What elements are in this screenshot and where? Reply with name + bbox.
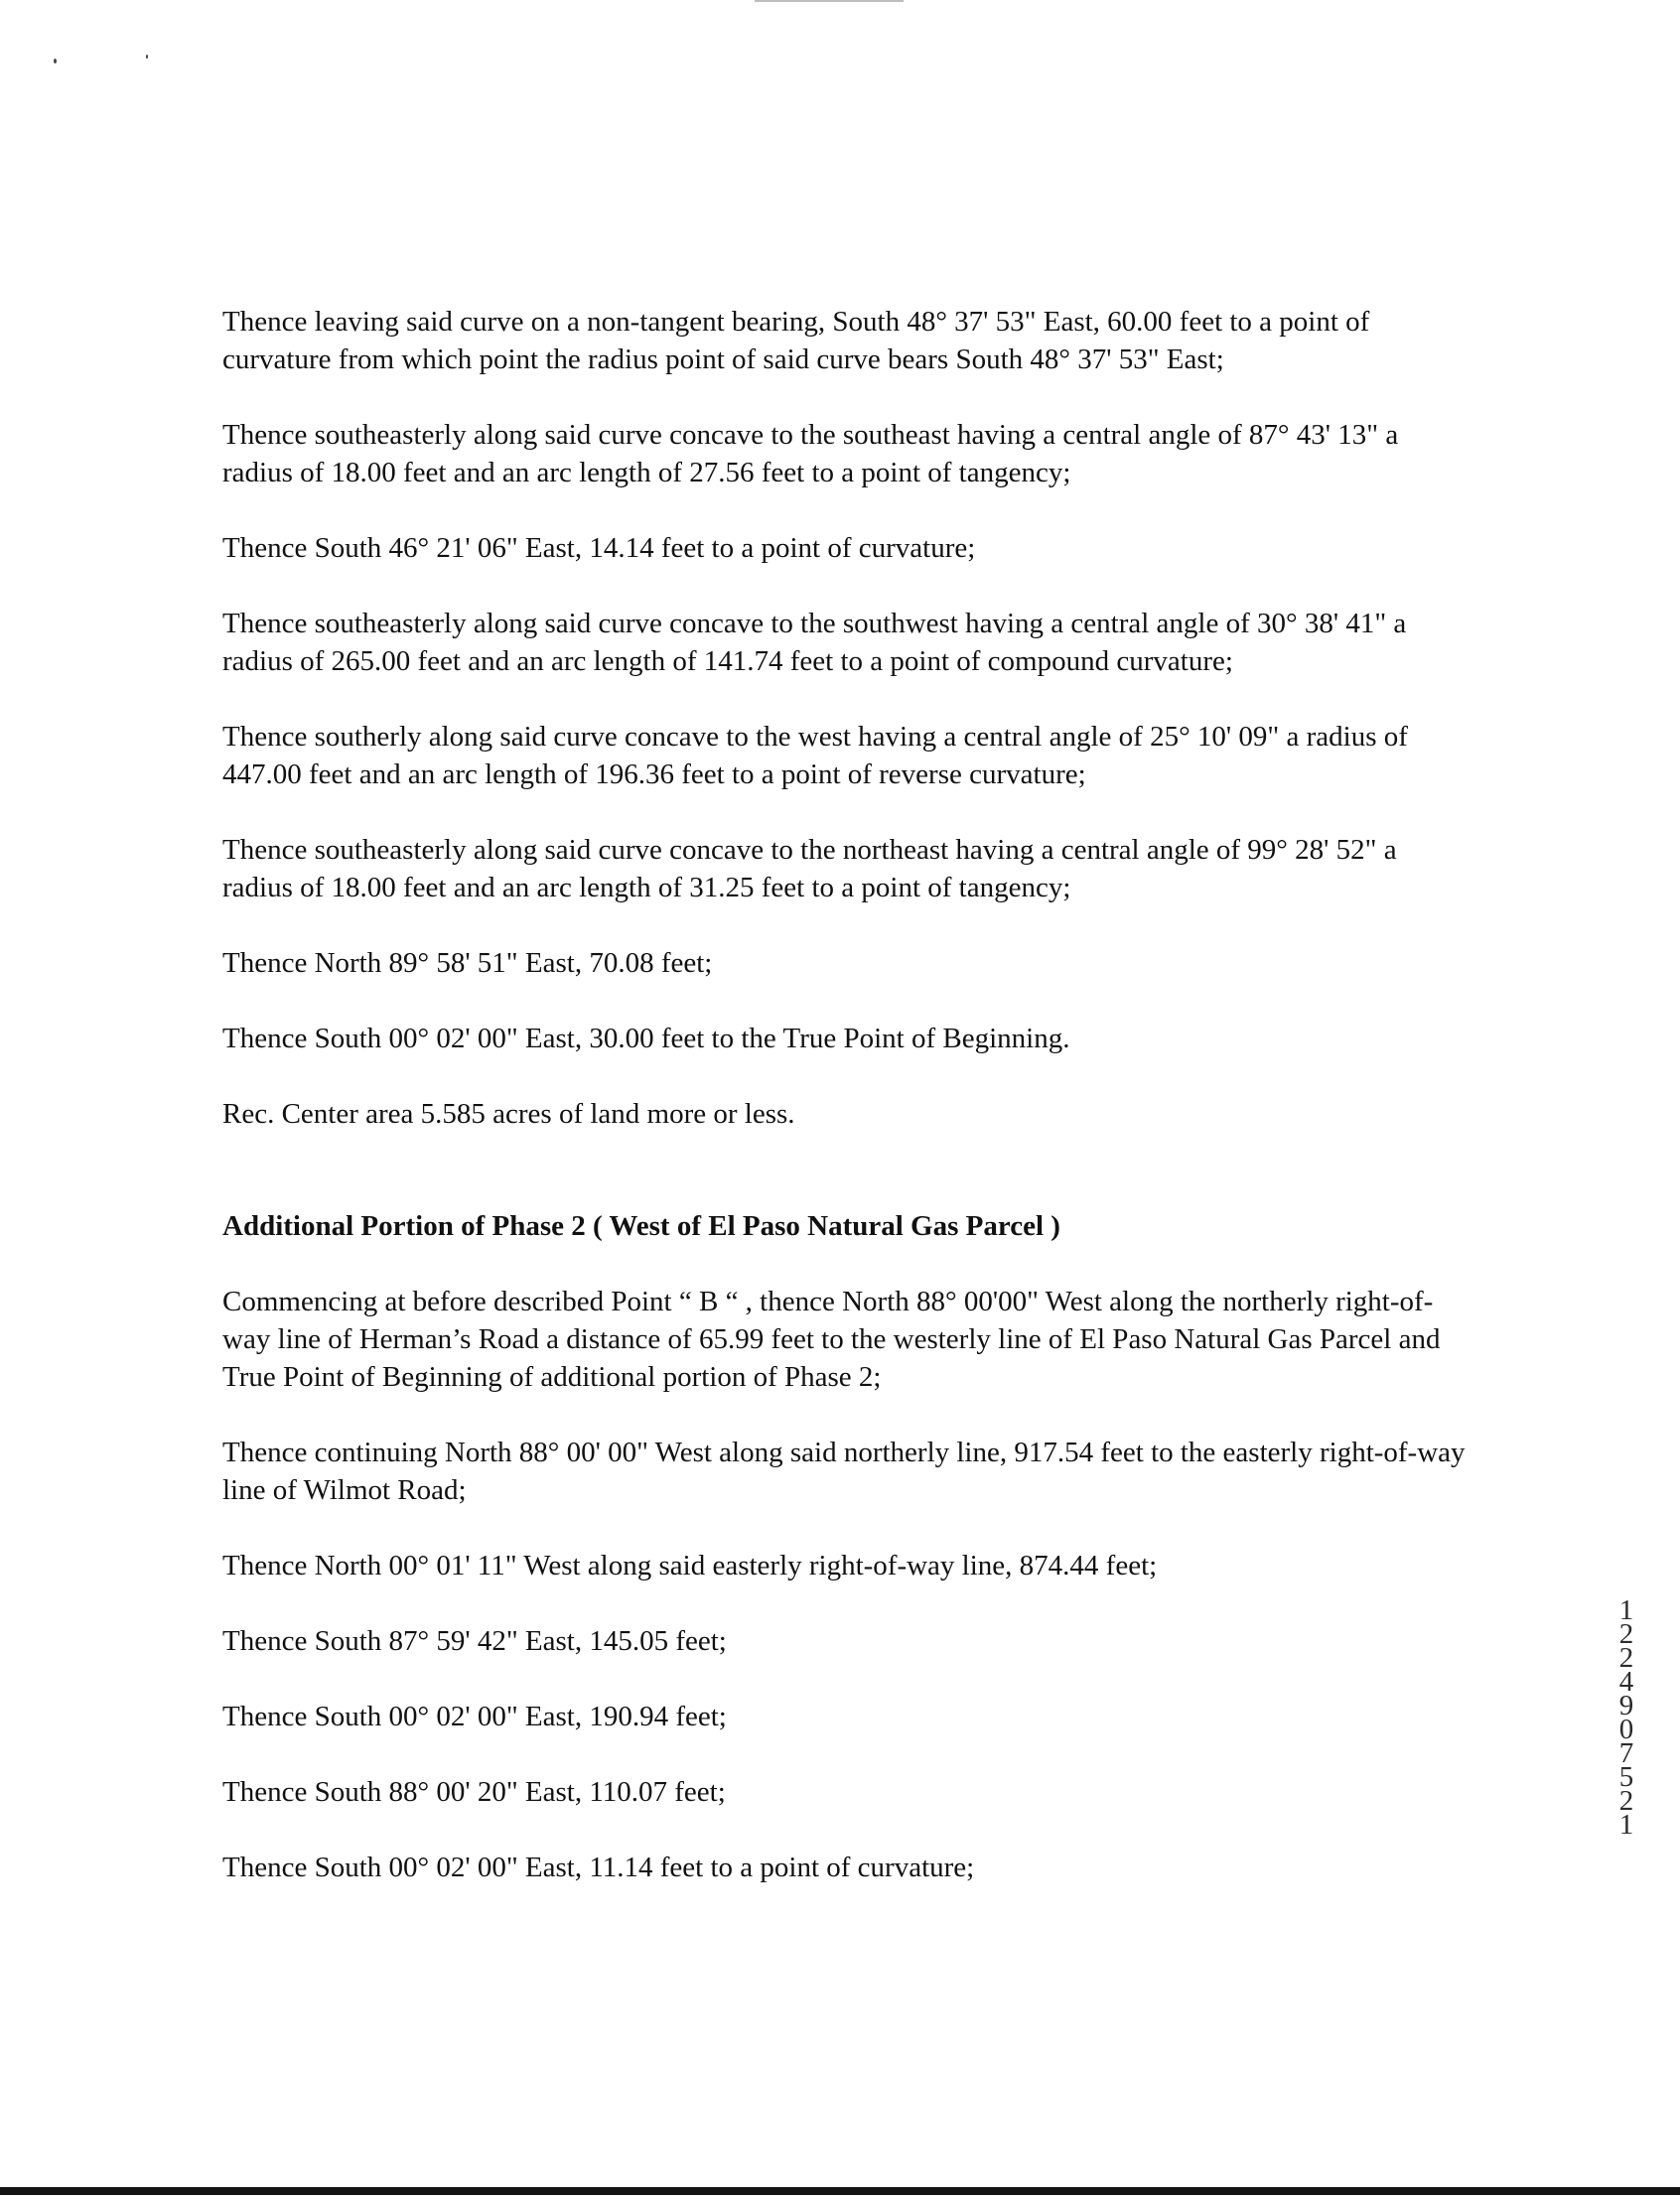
paragraph: Thence South 00° 02' 00" East, 11.14 feet to a point of curvature;: [222, 1852, 975, 1883]
scan-artifact-top: [755, 0, 904, 2]
paragraph: Thence South 00° 02' 00" East, 30.00 feet to the True Point of Beginning.: [222, 1023, 1070, 1054]
paragraph: Thence southeasterly along said curve concave to the northeast having a central angle of 99° 28' 52" a radius of 18.00 feet and an arc length of 31.25 feet to a point of tangency;: [222, 834, 1397, 903]
paragraph: Thence North 00° 01' 11" West along said easterly right-of-way line, 874.44 feet;: [222, 1550, 1158, 1581]
paragraph: Thence South 46° 21' 06" East, 14.14 feet to a point of curvature;: [222, 532, 976, 564]
paragraph: Thence southeasterly along said curve concave to the southeast having a central angle of 87° 43' 13" a radius of 18.00 feet and an arc length of 27.56 feet to a point of tangency;: [222, 419, 1399, 488]
paragraph: Thence continuing North 88° 00' 00" West along said northerly line, 917.54 feet to the easterly right-of-way line of Wilmot Road;: [222, 1437, 1466, 1506]
scan-speck: [146, 55, 148, 59]
recording-number-stamp: 12249 07521: [1618, 1594, 1634, 1841]
paragraph: Thence leaving said curve on a non-tangent bearing, South 48° 37' 53" East, 60.00 feet to a point of curvature from which point the radius point of said curve bears South 48° 37' 53" East;: [222, 306, 1370, 375]
scan-speck: [54, 59, 57, 64]
paragraph: Thence North 89° 58' 51" East, 70.08 feet;: [222, 947, 713, 979]
scan-bottom-edge: [0, 2187, 1680, 2195]
legal-description-body: [222, 303, 1473, 1924]
section-heading: Additional Portion of Phase 2 ( West of El Paso Natural Gas Parcel ): [222, 1210, 1060, 1242]
paragraph: Thence South 00° 02' 00" East, 190.94 feet;: [222, 1701, 727, 1732]
paragraph: Thence South 87° 59' 42" East, 145.05 feet;: [222, 1625, 727, 1657]
area-statement: Rec. Center area 5.585 acres of land more or less.: [222, 1098, 795, 1130]
paragraph: Thence South 88° 00' 20" East, 110.07 feet;: [222, 1776, 726, 1808]
paragraph: Thence southeasterly along said curve concave to the southwest having a central angle of 30° 38' 41" a radius of 265.00 feet and an arc length of 141.74 feet to a point of compound curvature;: [222, 608, 1407, 677]
paragraph: Commencing at before described Point “ B “ , thence North 88° 00'00" West along the northerly right-of-way line of Herman’s Road a distance of 65.99 feet to the westerly line of El Paso Natural Gas Parcel and True Point of Beginning of additional portion of Phase 2;: [222, 1286, 1441, 1393]
paragraph: Thence southerly along said curve concave to the west having a central angle of 25° 10' 09" a radius of 447.00 feet and an arc length of 196.36 feet to a point of reverse curvature;: [222, 721, 1408, 790]
